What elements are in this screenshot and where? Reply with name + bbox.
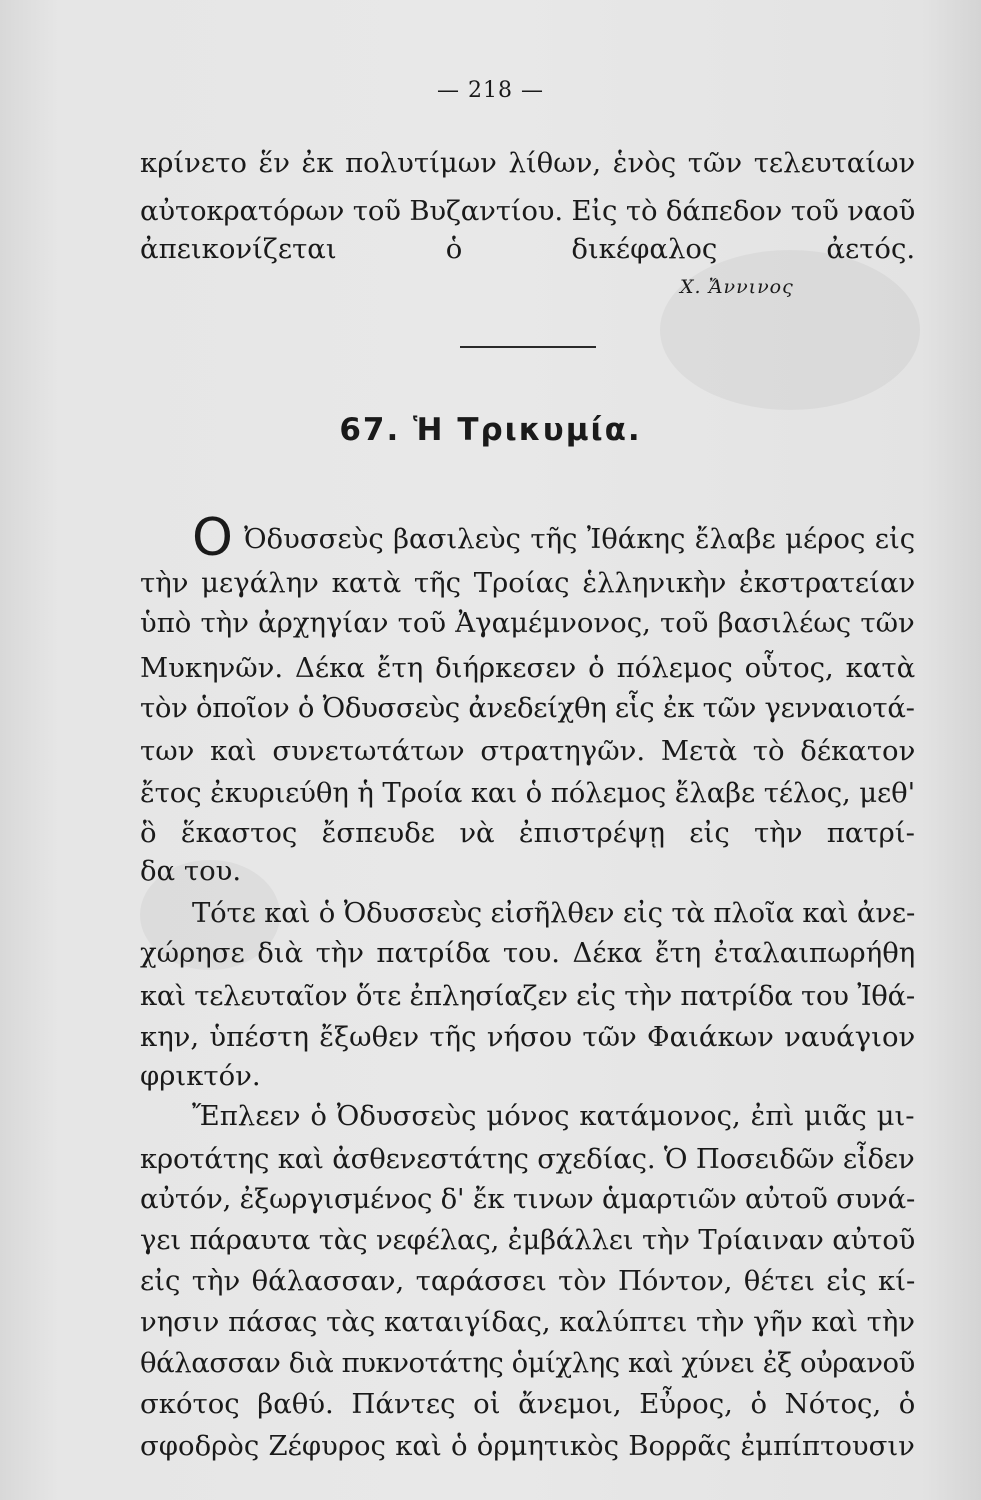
author-signature: Χ. Ἄννινος [680,276,794,298]
text-line: εἰς τὴν θάλασσαν, ταράσσει τὸν Πόντον, θέτει εἰς κί- [140,1265,916,1297]
text-line: ἀπεικονίζεται ὁ δικέφαλος ἀετός. [140,233,916,265]
text-line: θάλασσαν διὰ πυκνοτάτης ὁμίχλης καὶ χύνει ἐξ οὐρανοῦ [140,1347,915,1379]
text-line: τὸν ὁποῖον ὁ Ὀδυσσεὺς ἀνεδείχθη εἷς ἐκ τῶν γενναιοτά- [140,692,915,724]
text-line: Μυκηνῶν. Δέκα ἔτη διήρκεσεν ὁ πόλεμος οὗτος, κατὰ [140,652,916,684]
text-line: ὃ ἕκαστος ἔσπευδε νὰ ἐπιστρέψῃ εἰς τὴν πατρί- [140,817,915,849]
text-line: κην, ὑπέστη ἔξωθεν τῆς νήσου τῶν Φαιάκων ναυάγιον [140,1021,916,1053]
page-number: — 218 — [437,78,544,103]
text-line: ἔτος ἐκυριεύθη ἡ Τροία και ὁ πόλεμος ἔλαβε τέλος, μεθ' [140,777,916,809]
text-line: νησιν πάσας τὰς καταιγίδας, καλύπτει τὴν γῆν καὶ τὴν [140,1306,915,1338]
text-line: σκότος βαθύ. Πάντες οἱ ἄνεμοι, Εὖρος, ὁ Νότος, ὁ [140,1388,916,1420]
text-line: αὐτόν, ἐξωργισμένος δ' ἔκ τινων ἁμαρτιῶν αὐτοῦ συνά- [140,1183,916,1215]
text-line: κροτάτης καὶ ἀσθενεστάτης σχεδίας. Ὁ Ποσειδῶν εἶδεν [140,1143,915,1175]
paper-stain [660,250,920,410]
text-line: τὴν μεγάλην κατὰ τῆς Τροίας ἑλληνικὴν ἐκστρατείαν [140,567,916,599]
chapter-title: 67. Ἡ Τρικυμία. [339,412,642,448]
text-line: ὑπὸ τὴν ἀρχηγίαν τοῦ Ἀγαμέμνονος, τοῦ βασιλέως τῶν [140,607,915,639]
text-line: δα του. [140,855,242,887]
text-line: Ὀδυσσεὺς βασιλεὺς τῆς Ἰθάκης ἔλαβε μέρος εἰς [244,523,916,555]
text-line: Ἔπλεεν ὁ Ὀδυσσεὺς μόνος κατάμονος, ἐπὶ μιᾶς μι- [192,1100,915,1132]
text-line: Τότε καὶ ὁ Ὀδυσσεὺς εἰσῆλθεν εἰς τὰ πλοῖα καὶ ἀνε- [192,897,916,929]
drop-cap: Ο [192,508,233,568]
text-line: φρικτόν. [140,1060,261,1092]
text-line: αὐτοκρατόρων τοῦ Βυζαντίου. Εἰς τὸ δάπεδον τοῦ ναοῦ [140,195,916,227]
text-line: χώρησε διὰ τὴν πατρίδα του. Δέκα ἔτη ἐταλαιπωρήθη [140,937,916,969]
text-line: των καὶ συνετωτάτων στρατηγῶν. Μετὰ τὸ δέκατον [140,735,916,767]
text-line: κρίνετο ἕν ἐκ πολυτίμων λίθων, ἑνὸς τῶν τελευταίων [140,147,916,179]
section-divider [460,346,596,348]
text-line: σφοδρὸς Ζέφυρος καὶ ὁ ὁρμητικὸς Βορρᾶς ἐμπίπτουσιν [140,1430,915,1462]
text-line: γει πάραυτα τὰς νεφέλας, ἐμβάλλει τὴν Τρίαιναν αὐτοῦ [140,1224,916,1256]
text-line: καὶ τελευταῖον ὅτε ἐπλησίαζεν εἰς τὴν πατρίδα του Ἰθά- [140,980,915,1012]
